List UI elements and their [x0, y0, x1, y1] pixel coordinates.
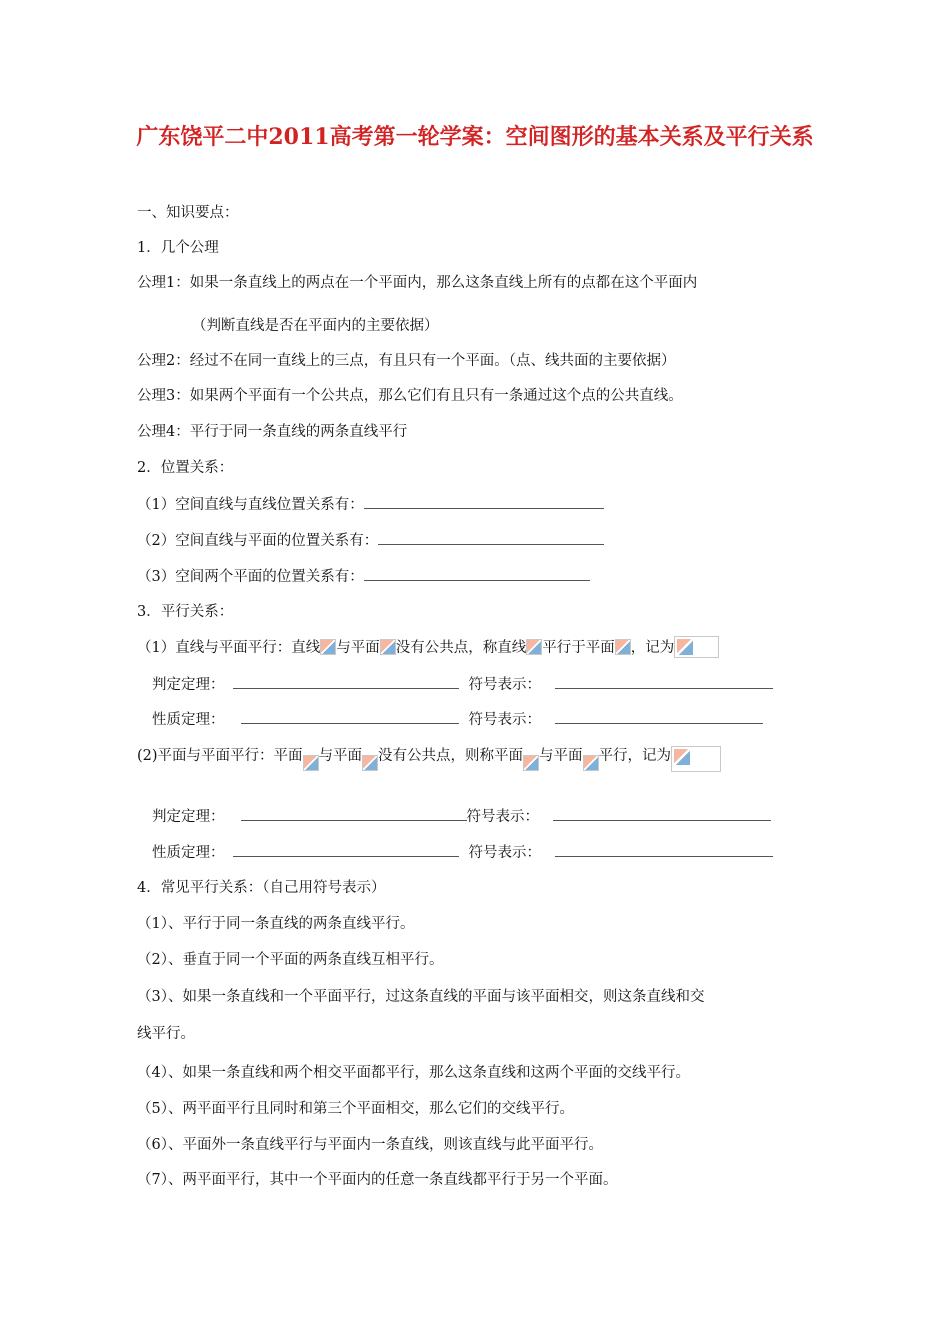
answer-blank[interactable] — [555, 709, 763, 724]
position-line-line-label: （1）空间直线与直线位置关系有： — [137, 497, 364, 513]
heading-parallel: 3．平行关系： — [137, 604, 234, 620]
lp-criterion-row — [152, 674, 773, 695]
formula-image-box — [674, 636, 719, 658]
broken-image-icon — [615, 639, 631, 655]
answer-blank[interactable] — [241, 806, 467, 821]
line-plane-parallel-def — [137, 636, 719, 658]
heading-position: 2．位置关系： — [137, 460, 234, 476]
list-item: （4）、如果一条直线和两个相交平面都平行，那么这条直线和这两个平面的交线平行。 — [137, 1065, 690, 1081]
list-item: （1）、平行于同一条直线的两条直线平行。 — [137, 916, 415, 932]
answer-blank[interactable] — [378, 530, 604, 545]
symbol-label: 符号表示： — [468, 677, 541, 693]
def-text: 平行于平面 — [542, 640, 615, 656]
def-text: 没有公共点，则称平面 — [378, 748, 524, 764]
broken-image-icon — [523, 755, 539, 771]
symbol-label: 符号表示： — [468, 845, 541, 861]
broken-image-icon — [380, 639, 396, 655]
pp-criterion-row — [152, 806, 771, 827]
plane-plane-parallel-def — [137, 746, 721, 772]
heading-common-parallel: 4．常见平行关系：（自己用符号表示） — [137, 880, 386, 896]
property-label: 性质定理： — [152, 845, 225, 861]
position-line-plane-label: （2）空间直线与平面的位置关系有： — [137, 533, 379, 549]
pp-property-row — [152, 842, 773, 863]
def-text: 没有公共点，称直线 — [395, 640, 527, 656]
answer-blank[interactable] — [241, 709, 459, 724]
list-item: （6）、平面外一条直线平行与平面内一条直线，则该直线与此平面平行。 — [137, 1137, 603, 1153]
list-item-continued: 线平行。 — [137, 1026, 195, 1042]
symbol-label: 符号表示： — [468, 712, 541, 728]
answer-blank[interactable] — [555, 842, 773, 857]
answer-blank[interactable] — [555, 674, 773, 689]
broken-image-icon — [583, 755, 599, 771]
list-item: （7）、两平面平行，其中一个平面内的任意一条直线都平行于另一个平面。 — [137, 1172, 618, 1188]
list-item: （2）、垂直于同一个平面的两条直线互相平行。 — [137, 952, 444, 968]
criterion-label: 判定定理： — [152, 677, 225, 693]
heading-axioms: 1．几个公理 — [137, 240, 219, 256]
def-text: （1）直线与平面平行：直线 — [137, 640, 321, 656]
position-line-plane — [137, 530, 604, 551]
axiom-1: 公理1：如果一条直线上的两点在一个平面内，那么这条直线上所有的点都在这个平面内 — [137, 275, 698, 291]
def-text: 与平面 — [318, 748, 363, 764]
list-item: （5）、两平面平行且同时和第三个平面相交，那么它们的交线平行。 — [137, 1101, 574, 1117]
formula-image-box — [671, 746, 721, 772]
axiom-4: 公理4：平行于同一条直线的两条直线平行 — [137, 424, 408, 440]
axiom-1-note: （判断直线是否在平面内的主要依据） — [192, 318, 439, 334]
page-title: 广东饶平二中2011高考第一轮学案：空间图形的基本关系及平行关系 — [136, 124, 814, 150]
def-text: ，记为 — [630, 640, 675, 656]
answer-blank[interactable] — [233, 674, 459, 689]
lp-property-row — [152, 709, 763, 730]
answer-blank[interactable] — [364, 566, 590, 581]
def-text: 与平面 — [539, 748, 583, 764]
def-text: 与平面 — [336, 640, 380, 656]
list-item: （3）、如果一条直线和一个平面平行，过这条直线的平面与该平面相交，则这条直线和交 — [137, 989, 705, 1005]
broken-image-icon — [674, 749, 690, 765]
property-label: 性质定理： — [152, 712, 225, 728]
broken-image-icon — [362, 755, 378, 771]
position-plane-plane-label: （3）空间两个平面的位置关系有： — [137, 569, 364, 585]
axiom-3: 公理3：如果两个平面有一个公共点，那么它们有且只有一条通过这个点的公共直线。 — [137, 388, 683, 404]
broken-image-icon — [320, 639, 336, 655]
criterion-label: 判定定理： — [152, 809, 225, 825]
symbol-label: 符号表示： — [466, 809, 539, 825]
def-text: 平行，记为 — [598, 748, 672, 764]
broken-image-icon — [303, 755, 319, 771]
def-text: (2)平面与平面平行：平面 — [137, 748, 303, 764]
answer-blank[interactable] — [364, 494, 604, 509]
section-heading: 一、知识要点： — [137, 205, 239, 221]
answer-blank[interactable] — [233, 842, 459, 857]
broken-image-icon — [677, 639, 693, 655]
position-plane-plane — [137, 566, 590, 587]
answer-blank[interactable] — [553, 806, 771, 821]
axiom-2: 公理2：经过不在同一直线上的三点，有且只有一个平面。（点、线共面的主要依据） — [137, 353, 676, 369]
position-line-line — [137, 494, 604, 515]
broken-image-icon — [526, 639, 542, 655]
